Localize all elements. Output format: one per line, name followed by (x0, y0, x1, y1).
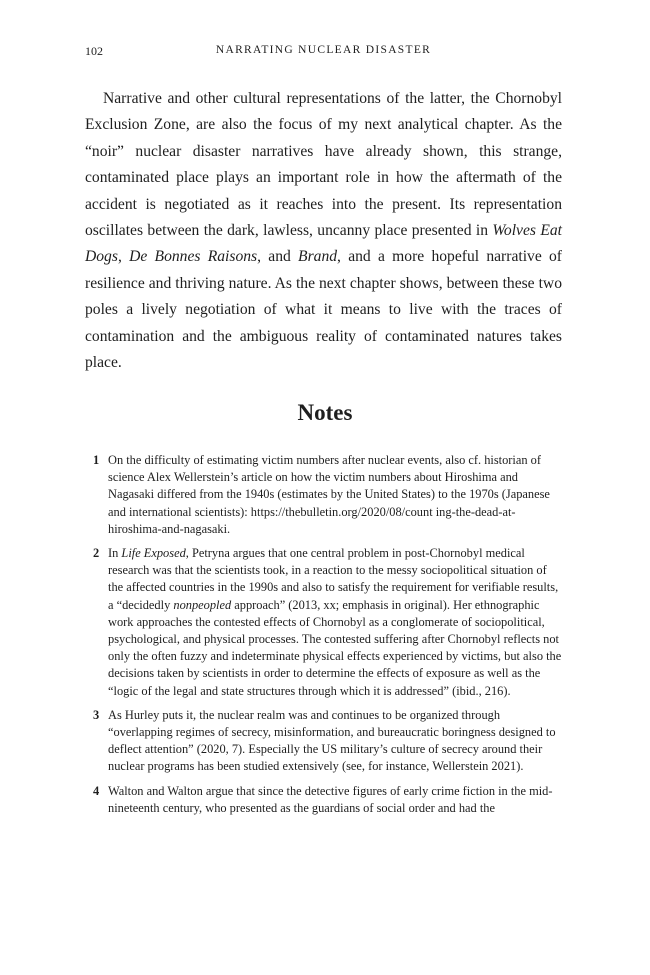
book-title-de-bonnes-raisons: De Bonnes Raisons (129, 248, 258, 266)
note-2 (93, 545, 562, 700)
note-text-run: approach” (2013, xx; emphasis in original). Her ethnographic work approaches the contested effects of Chornobyl as a conglomerate of sociopolitical, psychological, and physical processes. The contested suffering after Chornobyl reflects not only the often fuzzy and indeterminate physical effects experienced by victims, but also the decisions taken by scientists in order to determine the effects of exposure as well as the “logic of the legal and state structures through which it is addressed” (ibid., 216). (108, 597, 562, 698)
note-text-run: In (108, 546, 122, 561)
notes-list (93, 452, 562, 824)
page-header (85, 44, 562, 62)
body-text-run: , (117, 248, 130, 266)
book-title-brand: Brand (298, 248, 338, 266)
note-text-run: On the difficulty of estimating victim numbers after nuclear events, also cf. historian of science Alex Wellerstein’s article on how the victim numbers about Hiroshima and Nagasaki differed from the 1940s (estimates by the United States) to the 1970s (Japanese and international scientists): https://thebulletin.org/2020/08/count ing-the-dead-at-hiroshima-and-nagasaki. (108, 453, 550, 536)
note-text (108, 707, 562, 776)
notes-heading: Notes (297, 400, 353, 425)
note-3 (93, 707, 562, 776)
note-number: 4 (93, 783, 100, 798)
note-number: 2 (93, 546, 100, 561)
body-text-run: , and a more hopeful narrative of resilience and thriving nature. As the next chapter shows, between these two poles a lively negotiation of what it means to live with the traces of contamination and the ambiguous reality of contaminated natures takes place. (85, 248, 562, 372)
emphasis-nonpeopled: nonpeopled (173, 597, 232, 612)
note-text (108, 452, 562, 538)
book-title-life-exposed: Life Exposed (121, 546, 186, 561)
body-paragraph (85, 86, 562, 376)
running-head: NARRATING NUCLEAR DISASTER (215, 44, 432, 56)
body-text-run: , and (257, 248, 299, 266)
note-number: 1 (93, 453, 100, 467)
note-number: 3 (93, 707, 100, 722)
note-text (108, 545, 562, 700)
book-title-wolves-eat-dogs: Wolves Eat Dogs (85, 222, 562, 266)
note-text-run: Walton and Walton argue that since the detective figures of early crime fiction in the mid-nineteenth century, who presented as the guardians of social order and had the (108, 783, 553, 815)
note-4 (93, 783, 562, 817)
note-1 (93, 452, 562, 538)
note-text (108, 783, 562, 817)
page-number: 102 (85, 44, 103, 58)
note-text-run: As Hurley puts it, the nuclear realm was and continues to be organized through “overlapping regimes of secrecy, misinformation, and bureaucratic boringness designed to deflect attention” (2020, 7). Especially the US military’s culture of secrecy around their nuclear programs has been studied extensively (see, for instance, Wellerstein 2021). (108, 707, 556, 774)
note-text-run: , Petryna argues that one central problem in post-Chornobyl medical research was that the scientists took, in a reaction to the messy sociopolitical situation of the affected countries in the 1990s and also to satisfy the requirement for verifiable results, a “decidedly (108, 546, 559, 612)
body-text-run: Narrative and other cultural representations of the latter, the Chornobyl Exclusion Zone, are also the focus of my next analytical chapter. As the “noir” nuclear disaster narratives have already shown, this strange, contaminated place plays an important role in how the aftermath of the accident is negotiated as it reaches into the present. Its representation oscillates between the dark, lawless, uncanny place presented in (85, 90, 562, 240)
